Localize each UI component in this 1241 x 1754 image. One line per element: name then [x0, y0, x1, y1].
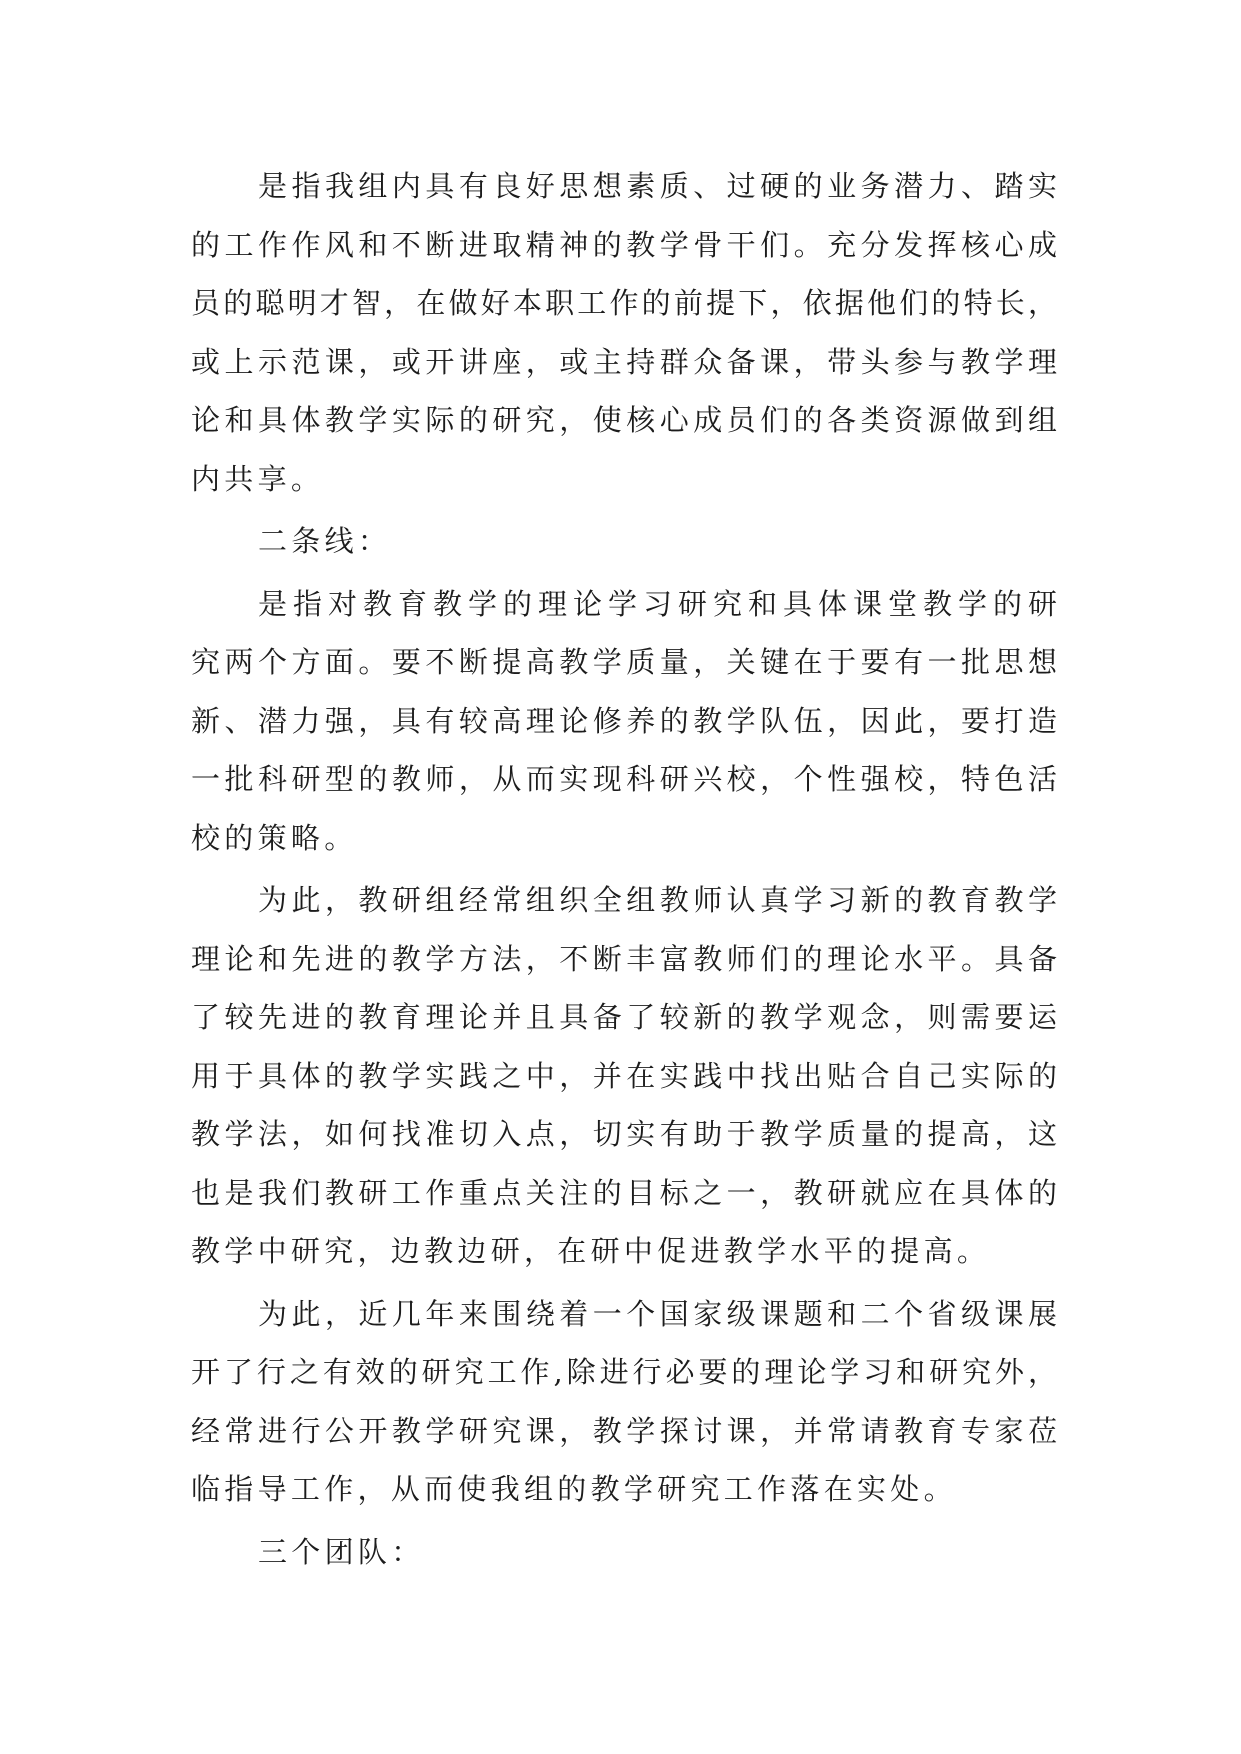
paragraph-core-members	[191, 157, 1057, 508]
text-line: 二条线：	[258, 524, 392, 558]
text-line: 或上示范课，或开讲座，或主持群众备课，带头参与教学理	[191, 344, 1057, 379]
paragraph-two-lines	[191, 575, 1057, 868]
text-line: 员的聪明才智，在做好本职工作的前提下，依据他们的特长，	[191, 286, 1057, 320]
text-line: 为此，教研组经常组织全组教师认真学习新的教育教学	[258, 883, 1057, 917]
text-line: 是指我组内具有良好思想素质、过硬的业务潜力、踏实	[258, 169, 1057, 203]
text-line: 一批科研型的教师，从而实现科研兴校，个性强校，特色活	[191, 762, 1057, 796]
text-line: 用于具体的教学实践之中，并在实践中找出贴合自己实际的	[191, 1058, 1057, 1093]
text-line: 新、潜力强，具有较高理论修养的教学队伍，因此，要打造	[191, 703, 1057, 738]
text-line: 为此，近几年来围绕着一个国家级课题和二个省级课展	[258, 1296, 1057, 1331]
text-line: 也是我们教研工作重点关注的目标之一，教研就应在具体的	[191, 1175, 1057, 1210]
text-line: 临指导工作，从而使我组的教学研究工作落在实处。	[191, 1472, 957, 1506]
paragraph-theory-study	[191, 871, 1057, 1281]
text-line: 内共享。	[191, 461, 325, 496]
text-line: 究两个方面。要不断提高教学质量，关键在于要有一批思想	[191, 645, 1057, 679]
text-line: 经常进行公开教学研究课，教学探讨课，并常请教育专家莅	[191, 1413, 1057, 1448]
paragraph-research-projects	[191, 1285, 1057, 1519]
text-line: 了较先进的教育理论并且具备了较新的教学观念，则需要运	[191, 1000, 1057, 1034]
section-heading-two-lines	[191, 512, 1057, 571]
text-line: 是指对教育教学的理论学习研究和具体课堂教学的研	[258, 586, 1057, 621]
text-line: 理论和先进的教学方法，不断丰富教师们的理论水平。具备	[191, 941, 1057, 976]
document-body	[191, 157, 1057, 1585]
text-line: 三个团队：	[258, 1534, 425, 1569]
text-line: 校的策略。	[191, 820, 358, 855]
text-line: 教学法，如何找准切入点，切实有助于教学质量的提高，这	[191, 1117, 1057, 1151]
section-heading-three-teams	[191, 1523, 1057, 1582]
text-line: 开了行之有效的研究工作,除进行必要的理论学习和研究外，	[191, 1355, 1057, 1389]
text-line: 教学中研究，边教边研，在研中促进教学水平的提高。	[191, 1234, 991, 1268]
text-line: 论和具体教学实际的研究，使核心成员们的各类资源做到组	[191, 403, 1057, 437]
text-line: 的工作作风和不断进取精神的教学骨干们。充分发挥核心成	[191, 227, 1057, 262]
